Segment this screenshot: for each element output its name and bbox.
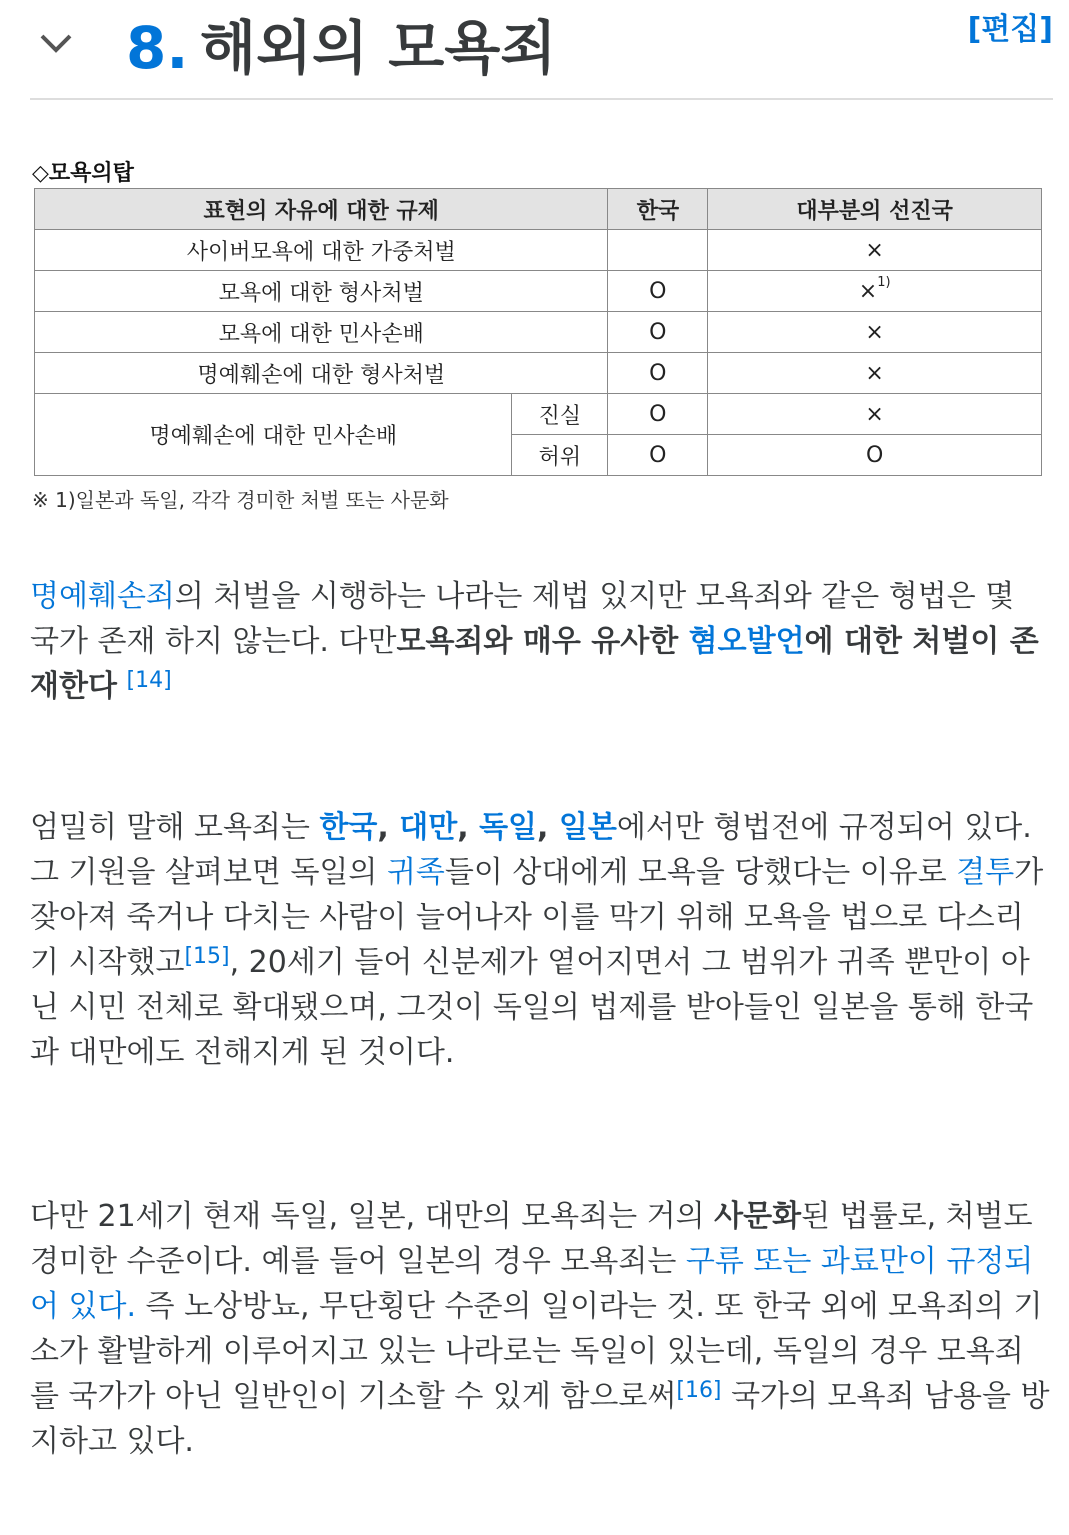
separator: , [457,810,480,845]
link-hate-speech[interactable]: 혐오발언 [688,624,805,659]
row-label: 명예훼손에 대한 형사처벌 [35,353,608,394]
link-germany[interactable]: 독일 [479,810,538,845]
chevron-down-icon[interactable] [36,24,76,64]
korea-cell: O [608,435,708,476]
comparison-table [34,188,1042,476]
comparison-figure [30,150,1050,520]
separator: , [377,810,400,845]
footnote-14[interactable]: [14] [126,668,172,693]
section-number: 8. [126,14,189,82]
table-row [35,394,1042,435]
korea-cell: O [608,394,708,435]
table-row [35,271,1042,312]
row-label: 모욕에 대한 민사손배 [35,312,608,353]
korea-cell: O [608,353,708,394]
advanced-cell: O [708,435,1042,476]
column-header: 대부분의 선진국 [708,189,1042,230]
footnote-15[interactable]: [15] [184,944,230,969]
advanced-cell: × [708,230,1042,271]
row-sublabel: 허위 [512,435,608,476]
column-header: 표현의 자유에 대한 규제 [35,189,608,230]
advanced-cell: × [708,394,1042,435]
korea-cell: O [608,312,708,353]
text: , 20세기 들어 신분제가 옅어지면서 그 범위가 귀족 뿐만이 아닌 시민 전체로 확대됐으며, 그것이 독일의 법제를 받아들인 일본을 통해 한국과 대만에도 전해지게 된 것이다. [30,945,1034,1070]
link-japan[interactable]: 일본 [558,810,617,845]
text: 들이 상대에게 모욕을 당했다는 이유로 [444,855,957,890]
link-duel[interactable]: 결투 [956,855,1015,890]
advanced-cell [708,271,1042,312]
table-header-row [35,189,1042,230]
text: 의 처벌을 시행하는 나라는 제법 있지만 모욕죄와 같은 형법은 몇 국가 존재 하지 않는다. 다만 [30,579,1015,659]
section-header [30,0,1053,100]
section-title: 해외의 모욕죄 [200,14,557,82]
table-row [35,353,1042,394]
table-row [35,230,1042,271]
advanced-value: × [858,278,878,304]
text: 다만 21세기 현재 독일, 일본, 대만의 모욕죄는 거의 [30,1199,715,1234]
note-marker: 1) [877,274,891,290]
row-label: 모욕에 대한 형사처벌 [35,271,608,312]
text: 가 잦아져 죽거나 다치는 사람이 늘어나자 이를 막기 위해 모욕을 법으로 다스리기 시작했고 [30,855,1044,980]
bold-text: 사문화 [714,1199,802,1234]
figure-footnote: ※ 1)일본과 독일, 각각 경미한 처벌 또는 사문화 [32,488,449,512]
text: 에서만 형법전에 규정되어 있다. 그 기원을 살펴보면 독일의 [30,810,1032,890]
row-label: 사이버모욕에 대한 가중처벌 [35,230,608,271]
paragraph-2 [30,805,1050,1075]
bold-text: 모욕죄와 매우 유사한 [396,624,689,659]
link-taiwan[interactable]: 대만 [399,810,458,845]
link-defamation[interactable]: 명예훼손죄 [30,579,175,614]
korea-cell: O [608,271,708,312]
footnote-16[interactable]: [16] [676,1378,722,1403]
paragraph-1 [30,574,1050,709]
separator: , [537,810,559,845]
column-header: 한국 [608,189,708,230]
korea-cell [608,230,708,271]
text: 엄밀히 말해 모욕죄는 [30,810,320,845]
link-nobles[interactable]: 귀족 [386,855,445,890]
text: 국가의 모욕죄 남용을 방지하고 있다. [30,1379,1050,1459]
paragraph-3 [30,1194,1050,1464]
text: 즉 노상방뇨, 무단횡단 수준의 일이라는 것. 또 한국 외에 모욕죄의 기소가 활발하게 이루어지고 있는 나라로는 독일이 있는데, 독일의 경우 모욕죄를 국가가 아닌 일반인이 기소할 수 있게 함으로써 [30,1289,1043,1414]
link-korea[interactable]: 한국 [319,810,378,845]
link-detention-fine[interactable]: 구류 또는 과료만이 규정되어 있다. [30,1244,1034,1324]
advanced-cell: × [708,312,1042,353]
text: 된 법률로, 처벌도 경미한 수준이다. 예를 들어 일본의 경우 모욕죄는 [30,1199,1033,1279]
edit-link[interactable]: [편집] [967,12,1053,47]
row-label: 명예훼손에 대한 민사손배 [35,394,512,476]
row-sublabel: 진실 [512,394,608,435]
table-row [35,312,1042,353]
bold-text: 에 대한 처벌이 존재한다 [30,624,1039,704]
figure-caption: ◇모욕의탑 [32,161,134,186]
advanced-cell: × [708,353,1042,394]
